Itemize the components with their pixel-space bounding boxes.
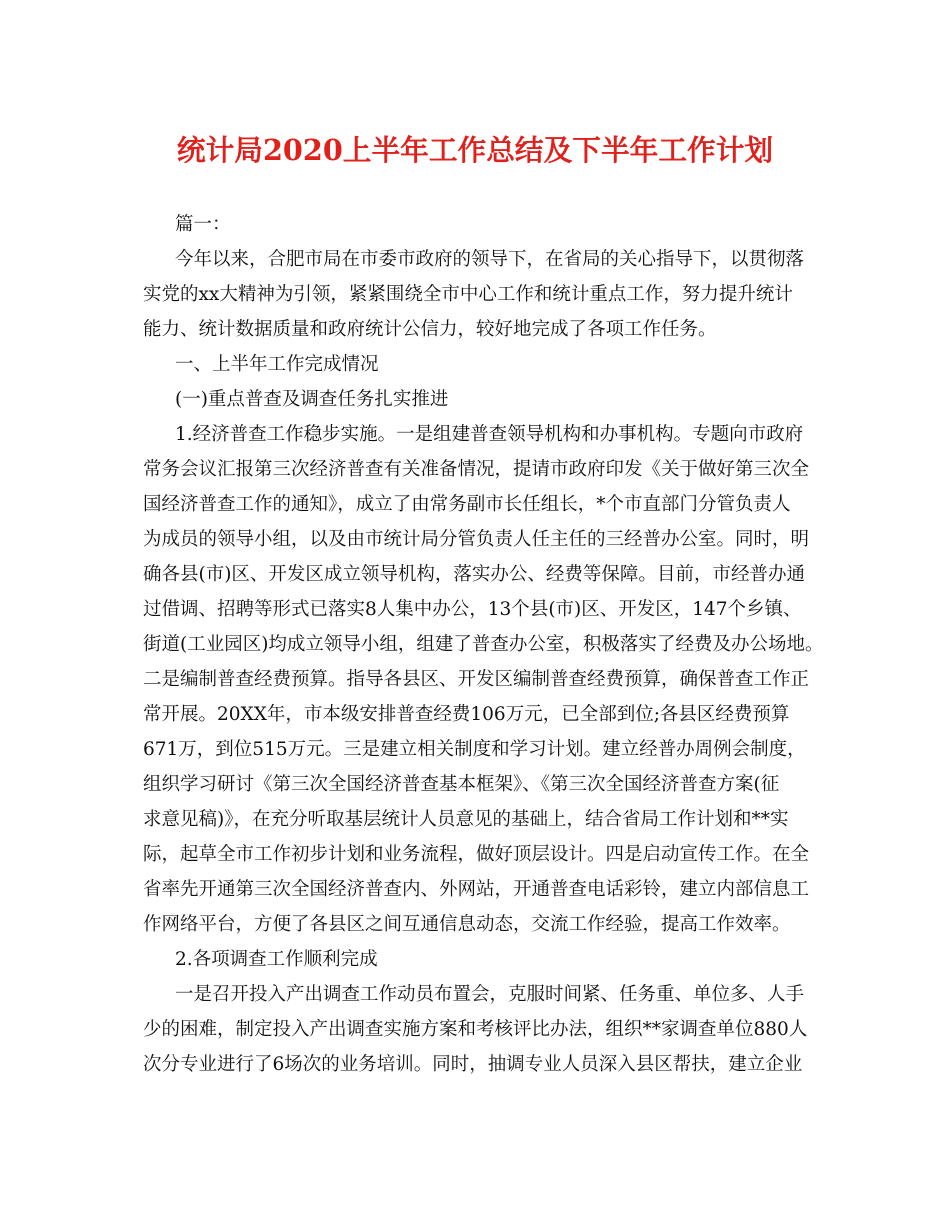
paragraph-line: 确各县(市)区、开发区成立领导机构，落实办公、经费等保障。目前，市经普办通 [143,564,805,585]
subsection-heading: 2.各项调查工作顺利完成 [175,949,378,970]
paragraph-line: 少的困难，制定投入产出调查实施方案和考核评比办法，组织**家调查单位880人 [143,1019,808,1040]
paragraph-line: 过借调、招聘等形式已落实8人集中办公，13个县(市)区、开发区，147个乡镇、 [143,599,802,620]
paragraph-line: 作网络平台，方便了各县区之间互通信息动态，交流工作经验，提高工作效率。 [143,914,791,935]
paragraph-line: 组织学习研讨《第三次全国经济普查基本框架》、《第三次全国经济普查方案(征 [143,774,780,795]
section-label: 篇一： [175,214,231,235]
paragraph-line: 街道(工业园区)均成立领导小组，组建了普查办公室，积极落实了经费及办公场地。 [143,634,824,655]
paragraph-line: 二是编制普查经费预算。指导各县区、开发区编制普查经费预算，确保普查工作正 [143,669,810,690]
paragraph-line: 际，起草全市工作初步计划和业务流程，做好顶层设计。四是启动宣传工作。在全 [143,844,810,865]
paragraph-line: 次分专业进行了6场次的业务培训。同时，抽调专业人员深入县区帮扶，建立企业 [143,1054,803,1075]
paragraph-line: 实党的xx大精神为引领，紧紧围绕全市中心工作和统计重点工作，努力提升统计 [143,284,793,305]
paragraph-line: 求意见稿)》，在充分听取基层统计人员意见的基础上，结合省局工作计划和**实 [143,809,789,830]
paragraph-line: 国经济普查工作的通知》，成立了由常务副市长任组长，*个市直部门分管负责人 [143,494,791,515]
paragraph-line: 常务会议汇报第三次经济普查有关准备情况，提请市政府印发《关于做好第三次全 [143,459,810,480]
paragraph-line: 671万，到位515万元。三是建立相关制度和学习计划。建立经普办周例会制度， [143,739,806,760]
paragraph-line: 能力、统计数据质量和政府统计公信力，较好地完成了各项工作任务。 [143,319,717,340]
paragraph-line: 1.经济普查工作稳步实施。一是组建普查领导机构和办事机构。专题向市政府 [175,424,804,445]
document-title: 统计局2020上半年工作总结及下半年工作计划 [176,133,774,167]
paragraph-line: 省率先开通第三次全国经济普查内、外网站，开通普查电话彩铃，建立内部信息工 [143,879,810,900]
paragraph-line: 为成员的领导小组，以及由市统计局分管负责人任主任的三经普办公室。同时，明 [143,529,810,550]
subsection-heading: (一)重点普查及调查任务扎实推进 [175,389,449,410]
paragraph-line: 今年以来，合肥市局在市委市政府的领导下，在省局的关心指导下，以贯彻落 [175,249,805,270]
paragraph-line: 常开展。20XX年，市本级安排普查经费106万元，已全部到位;各县区经费预算 [143,704,790,725]
paragraph-line: 一是召开投入产出调查工作动员布置会，克服时间紧、任务重、单位多、人手 [175,984,805,1005]
section-heading: 一、上半年工作完成情况 [175,354,379,375]
